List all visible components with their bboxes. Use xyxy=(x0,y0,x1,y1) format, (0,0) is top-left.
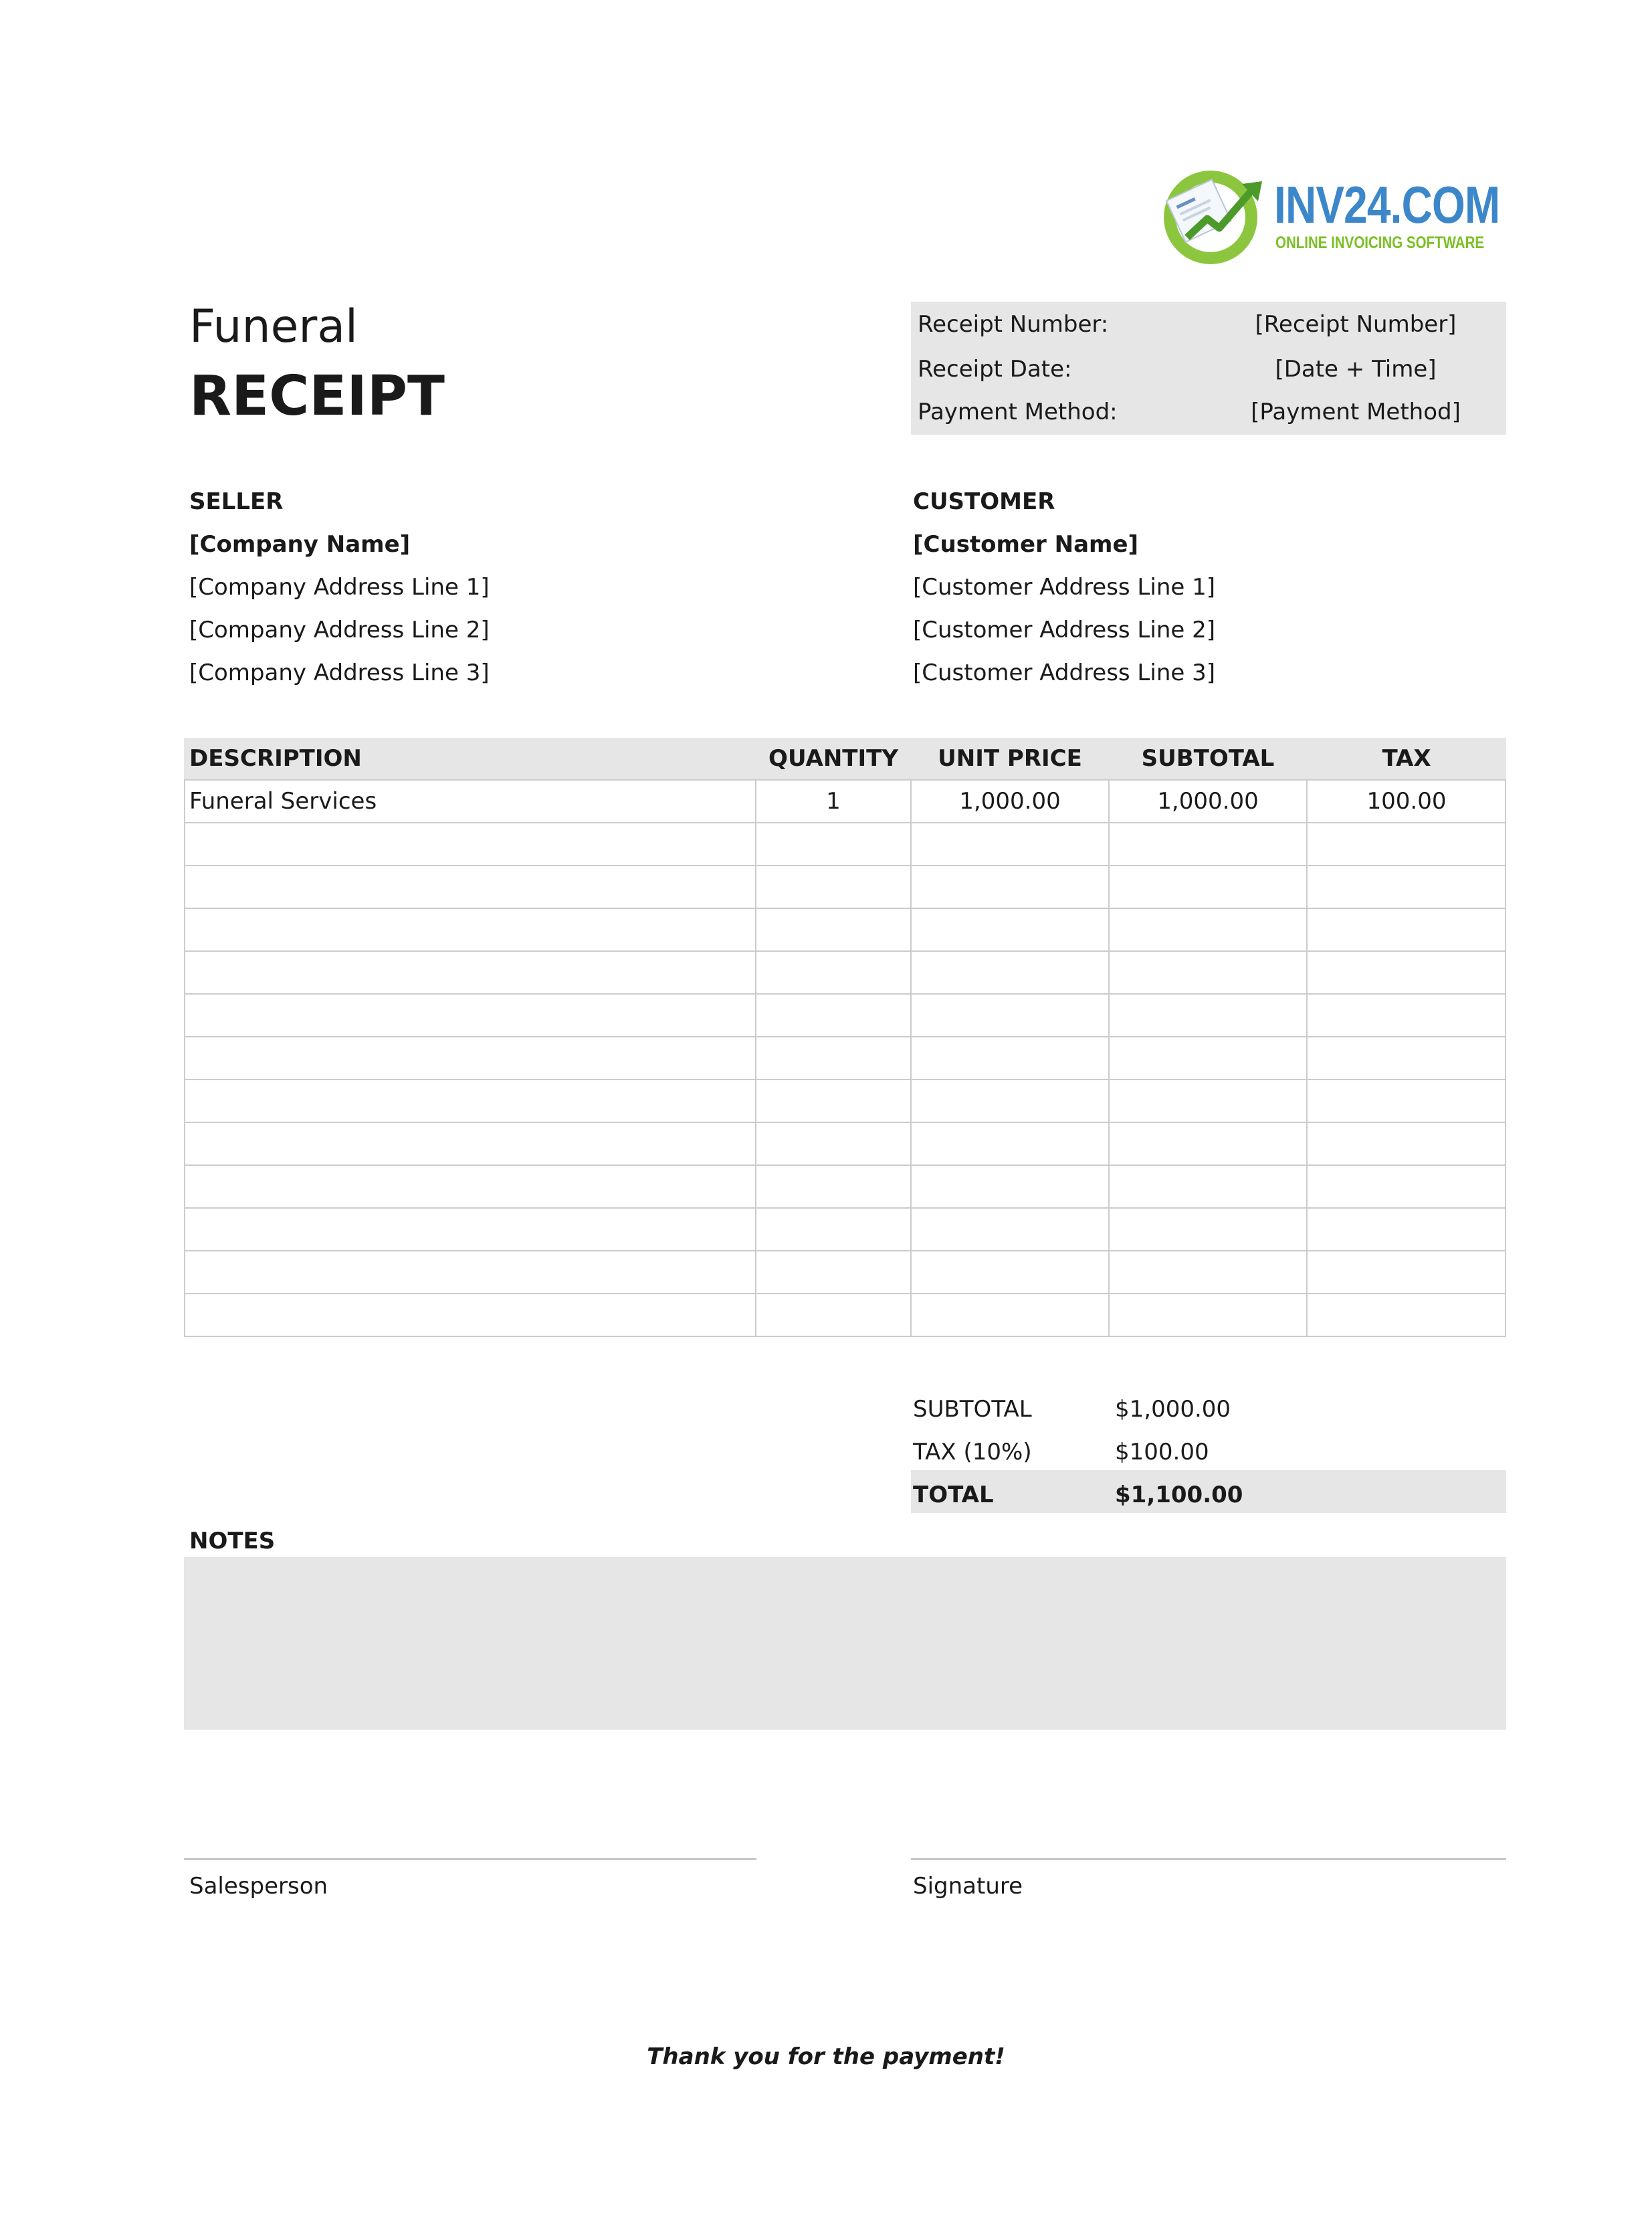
row-unit-price: 1,000.00 xyxy=(959,788,1061,815)
customer-address-line-3: [Customer Address Line 3] xyxy=(913,659,1215,686)
payment-method-label: Payment Method: xyxy=(918,399,1118,425)
signature-label: Signature xyxy=(913,1873,1023,1900)
row-quantity: 1 xyxy=(826,788,841,815)
receipt-number-row xyxy=(911,304,1506,345)
customer-name: [Customer Name] xyxy=(913,531,1139,558)
seller-address-line-2: [Company Address Line 2] xyxy=(189,617,490,643)
header-quantity: QUANTITY xyxy=(768,745,898,772)
seller-heading: SELLER xyxy=(189,488,284,515)
tax-label: TAX (10%) xyxy=(913,1439,1032,1465)
notes-box[interactable] xyxy=(184,1557,1506,1730)
salesperson-label: Salesperson xyxy=(189,1873,328,1900)
receipt-info-box xyxy=(911,302,1506,435)
row-tax: 100.00 xyxy=(1366,788,1447,815)
customer-heading: CUSTOMER xyxy=(913,488,1055,515)
header-subtotal: SUBTOTAL xyxy=(1141,745,1275,772)
page-title-light: Funeral xyxy=(189,300,358,353)
receipt-number-value: [Receipt Number] xyxy=(1255,311,1457,338)
receipt-date-row xyxy=(911,348,1506,390)
page-title: RECEIPT xyxy=(189,365,445,428)
thank-you-message: Thank you for the payment! xyxy=(647,2043,1005,2070)
seller-company-name: [Company Name] xyxy=(189,531,411,558)
seller-address-line-3: [Company Address Line 3] xyxy=(189,659,490,686)
logo-tagline: ONLINE INVOICING SOFTWARE xyxy=(1275,233,1485,252)
subtotal-label: SUBTOTAL xyxy=(913,1396,1032,1423)
company-logo xyxy=(1160,164,1500,271)
receipt-date-label: Receipt Date: xyxy=(918,356,1072,383)
header-description: DESCRIPTION xyxy=(189,745,362,772)
receipt-date-value: [Date + Time] xyxy=(1275,356,1437,383)
salesperson-line xyxy=(184,1858,756,1860)
signature-line xyxy=(911,1858,1506,1860)
seller-address-line-1: [Company Address Line 1] xyxy=(189,574,490,601)
subtotal-value: $1,000.00 xyxy=(1115,1396,1231,1423)
notes-heading: NOTES xyxy=(189,1528,276,1554)
header-tax: TAX xyxy=(1382,745,1431,772)
logo-emblem-icon xyxy=(1160,164,1274,271)
row-description: Funeral Services xyxy=(189,788,377,815)
logo-brand-text: INV24.COM xyxy=(1274,175,1500,234)
header-unit-price: UNIT PRICE xyxy=(938,745,1082,772)
row-subtotal: 1,000.00 xyxy=(1157,788,1259,815)
payment-method-value: [Payment Method] xyxy=(1251,399,1461,425)
tax-value: $100.00 xyxy=(1115,1439,1209,1465)
payment-method-row xyxy=(911,391,1506,433)
total-value: $1,100.00 xyxy=(1115,1482,1243,1508)
total-label: TOTAL xyxy=(913,1482,994,1508)
table-header xyxy=(184,738,1506,779)
receipt-number-label: Receipt Number: xyxy=(918,311,1109,338)
customer-address-line-1: [Customer Address Line 1] xyxy=(913,574,1215,601)
customer-address-line-2: [Customer Address Line 2] xyxy=(913,617,1215,643)
